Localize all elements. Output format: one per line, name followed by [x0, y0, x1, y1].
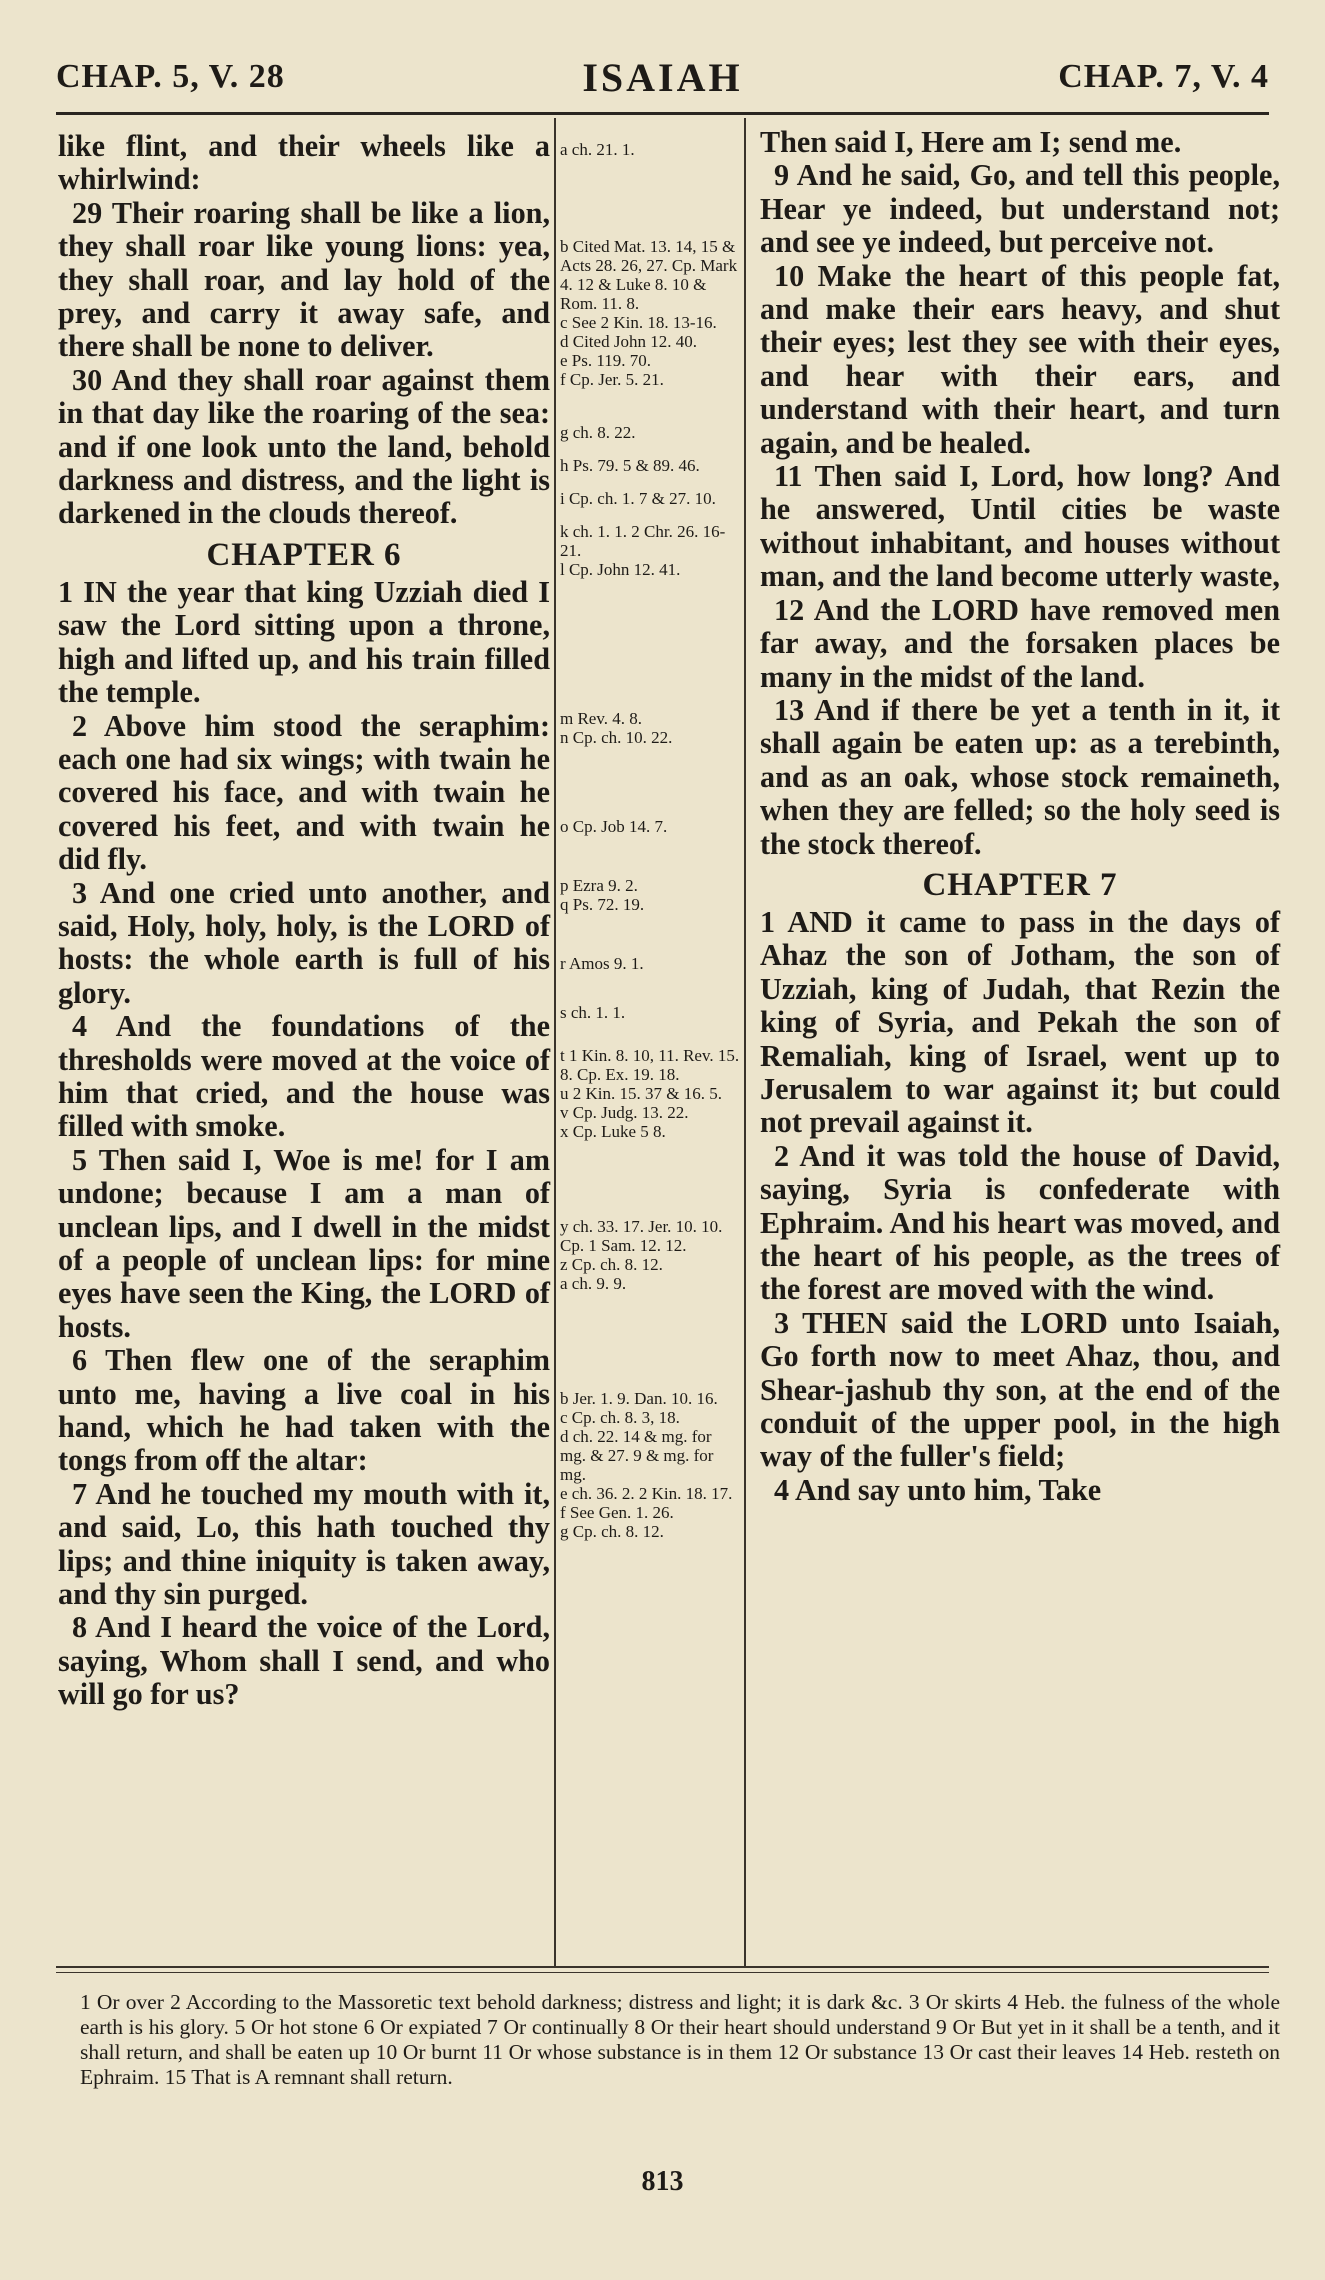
- cross-reference: l Cp. John 12. 41.: [560, 560, 681, 579]
- cross-reference: i Cp. ch. 1. 7 & 27. 10.: [560, 489, 716, 508]
- footnote-rule: [56, 1966, 1269, 1968]
- cross-reference: p Ezra 9. 2.: [560, 876, 638, 895]
- cross-reference: d ch. 22. 14 & mg. for mg. & 27. 9 & mg. for mg.: [560, 1427, 714, 1484]
- right-text-column: [760, 126, 1280, 1507]
- verse-text: 11 Then said I, Lord, how long? And he answered, Until cities be waste without inhabitant, and houses without man, and the land become utterly waste,: [760, 459, 1280, 594]
- cross-reference: a ch. 9. 9.: [560, 1274, 627, 1293]
- cross-reference: u 2 Kin. 15. 37 & 16. 5.: [560, 1084, 722, 1103]
- running-head-left: CHAP. 5, V. 28: [56, 58, 285, 95]
- cross-reference: y ch. 33. 17. Jer. 10. 10. Cp. 1 Sam. 12. 12.: [560, 1217, 723, 1255]
- verse-text: 12 And the LORD have removed men far away, and the forsaken places be many in the midst of the land.: [760, 592, 1280, 694]
- cross-reference: d Cited John 12. 40.: [560, 332, 697, 351]
- cross-reference: z Cp. ch. 8. 12.: [560, 1255, 663, 1274]
- verse-text: 3 And one cried unto another, and said, Holy, holy, holy, is the LORD of hosts: the whole earth is full of his glory.: [58, 875, 550, 1010]
- column-divider-right: [744, 118, 746, 1966]
- cross-reference: m Rev. 4. 8.: [560, 709, 643, 728]
- cross-reference: c Cp. ch. 8. 3, 18.: [560, 1408, 680, 1427]
- cross-reference: k ch. 1. 1. 2 Chr. 26. 16-21.: [560, 522, 726, 560]
- left-text-column: [58, 130, 550, 1712]
- cross-reference: q Ps. 72. 19.: [560, 895, 645, 914]
- cross-reference: b Jer. 1. 9. Dan. 10. 16.: [560, 1389, 718, 1408]
- cross-reference: a ch. 21. 1.: [560, 140, 635, 159]
- page-number: 813: [641, 2166, 684, 2197]
- header-rule: [56, 112, 1269, 115]
- cross-reference: o Cp. Job 14. 7.: [560, 817, 668, 836]
- verse-text: 30 And they shall roar against them in that day like the roaring of the sea: and if one look unto the land, behold darkness and distress, and the light is darkened in the clouds thereof.: [58, 362, 550, 531]
- cross-reference: b Cited Mat. 13. 14, 15 & Acts 28. 26, 27. Cp. Mark 4. 12 & Luke 8. 10 & Rom. 11. 8.: [560, 237, 738, 313]
- cross-reference: e ch. 36. 2. 2 Kin. 18. 17.: [560, 1484, 733, 1503]
- verse-text: 6 Then flew one of the seraphim unto me, having a live coal in his hand, which he had taken with the tongs from off the altar:: [58, 1343, 550, 1478]
- column-divider-left: [554, 118, 556, 1966]
- cross-reference: n Cp. ch. 10. 22.: [560, 728, 673, 747]
- chapter-6-heading: CHAPTER 6: [206, 536, 402, 573]
- cross-reference: f See Gen. 1. 26.: [560, 1503, 674, 1522]
- verse-text: 7 And he touched my mouth with it, and said, Lo, this hath touched thy lips; and thine iniquity is taken away, and thy sin purged.: [58, 1476, 550, 1612]
- verse-text: 2 Above him stood the seraphim: each one had six wings; with twain he covered his face, and with twain he covered his feet, and with twain he did fly.: [58, 708, 550, 877]
- verse-text: 9 And he said, Go, and tell this people, Hear ye indeed, but understand not; and see ye indeed, but perceive not.: [760, 158, 1280, 260]
- cross-reference: s ch. 1. 1.: [560, 1003, 626, 1022]
- verse-text: 29 Their roaring shall be like a lion, they shall roar like young lions: yea, they shall roar, and lay hold of the prey, and carry it away safe, and there shall be none to deliver.: [58, 195, 550, 364]
- cross-reference: t 1 Kin. 8. 10, 11. Rev. 15. 8. Cp. Ex. 19. 18.: [560, 1046, 740, 1084]
- verse-text: 1 IN the year that king Uzziah died I saw the Lord sitting upon a throne, high and lifted up, and his train filled the temple.: [58, 574, 550, 710]
- verse-text: Then said I, Here am I; send me.: [760, 125, 1182, 159]
- cross-reference-column: [560, 140, 740, 1541]
- verse-text: 10 Make the heart of this people fat, and make their ears heavy, and shut their eyes; lest they see with their eyes, and hear with their ears, and understand with their heart, and turn again, and be healed.: [760, 258, 1280, 460]
- verse-text: 4 And the foundations of the thresholds were moved at the voice of him that cried, and the house was filled with smoke.: [58, 1009, 550, 1144]
- verse-text: 3 THEN said the LORD unto Isaiah, Go forth now to meet Ahaz, thou, and Shear-jashub thy son, at the end of the conduit of the upper pool, in the high way of the fuller's field;: [760, 1305, 1280, 1474]
- running-head: [56, 50, 1269, 110]
- cross-reference: h Ps. 79. 5 & 89. 46.: [560, 456, 700, 475]
- verse-text: 1 AND it came to pass in the days of Ahaz the son of Jotham, the son of Uzziah, king of Judah, that Rezin the king of Syria, and Pekah the son of Remaliah, king of Israel, went up to Jerusalem to war against it; but could not prevail against it.: [760, 904, 1280, 1140]
- cross-reference: f Cp. Jer. 5. 21.: [560, 370, 664, 389]
- footnote-rule-thin: [56, 1972, 1269, 1973]
- cross-reference: g ch. 8. 22.: [560, 423, 636, 442]
- verse-text: 2 And it was told the house of David, saying, Syria is confederate with Ephraim. And his heart was moved, and the heart of his people, as the trees of the forest are moved with the wind.: [760, 1138, 1280, 1307]
- cross-reference: e Ps. 119. 70.: [560, 351, 651, 370]
- cross-reference: r Amos 9. 1.: [560, 954, 644, 973]
- verse-text: 13 And if there be yet a tenth in it, it shall again be eaten up: as a terebinth, and as an oak, whose stock remaineth, when they are felled; so the holy seed is the stock thereof.: [760, 692, 1280, 861]
- cross-reference: v Cp. Judg. 13. 22.: [560, 1103, 689, 1122]
- chapter-7-heading: CHAPTER 7: [922, 866, 1118, 903]
- cross-reference: g Cp. ch. 8. 12.: [560, 1522, 664, 1541]
- cross-reference: c See 2 Kin. 18. 13-16.: [560, 313, 717, 332]
- footnotes: 1 Or over 2 According to the Massoretic text behold darkness; distress and light; it is dark &c. 3 Or skirts 4 Heb. the fulness of the whole earth is his glory. 5 Or hot stone 6 Or expiated 7 Or continually 8 Or their heart should understand 9 Or But yet in it shall be a tenth, and it shall return, and shall be eaten up 10 Or burnt 11 Or whose substance is in them 12 Or substance 13 Or cast their leaves 14 Heb. resteth on Ephraim. 15 That is A remnant shall return.: [80, 1990, 1280, 2089]
- verse-text: 8 And I heard the voice of the Lord, saying, Whom shall I send, and who will go for us?: [58, 1610, 550, 1712]
- verse-text: like flint, and their wheels like a whirlwind:: [58, 129, 550, 197]
- running-head-right: CHAP. 7, V. 4: [1058, 58, 1269, 95]
- verse-text: 5 Then said I, Woe is me! for I am undone; because I am a man of unclean lips, and I dwell in the midst of a people of unclean lips: for mine eyes have seen the King, the LORD of hosts.: [58, 1142, 550, 1344]
- cross-reference: x Cp. Luke 5 8.: [560, 1122, 666, 1141]
- verse-text: 4 And say unto him, Take: [774, 1472, 1102, 1507]
- running-head-book-title: ISAIAH: [582, 55, 743, 100]
